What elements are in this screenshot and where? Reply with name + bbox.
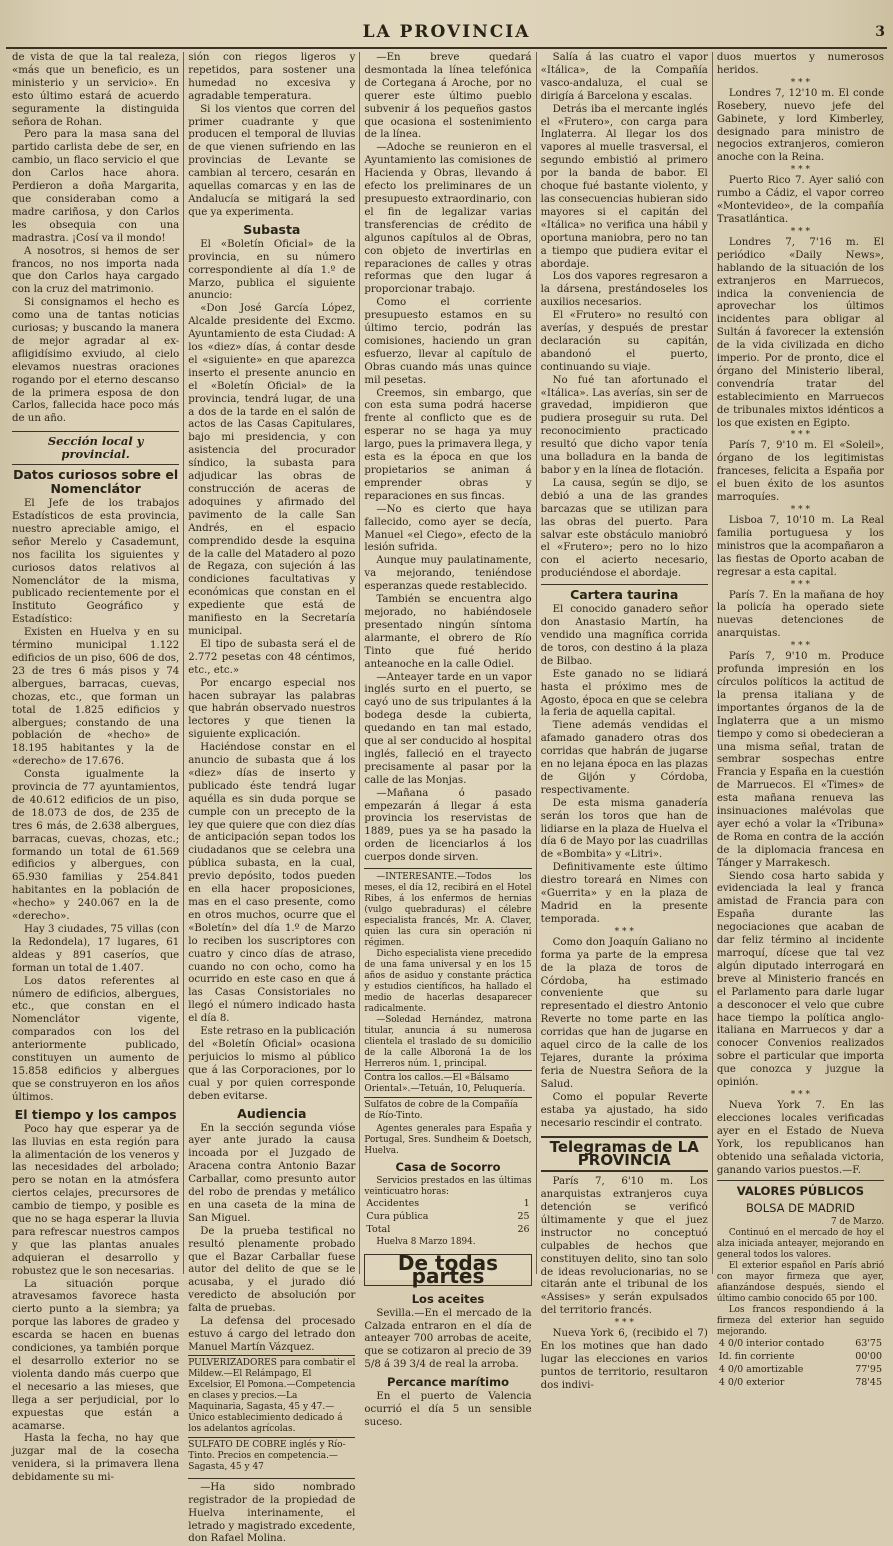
asterism: * * * [790,1089,811,1100]
article-text: —Adoche se reunieron en el Ayuntamiento las comisiones de Hacienda y Obras, llevando á efecto los preliminares de un presupuesto extraordinario, con el fin de legalizar varias transferencias de crédito de algunos capítulos al de Obras, con objeto de invertirlas en reparaciones de calles y otras reformas que den lugar á proporcionar trabajo. [364,142,532,296]
column-2 [184,52,360,1545]
article-text: En el puerto de Valencia ocurrió el día 5 un sensible suceso. [364,1391,532,1428]
article-text: Siendo cosa harto sabida y evidenciada la leal y franca amistad de Francia para con España durante las negociaciones que acaban de dar feliz término al incidente marroquí, dícese que tal vez algún diputado interrogará en breve al Ministerio francés en el Parlamento para darle lugar a desconocer el velo que cubre hace tiempo la política anglo-italiana en Marruecos y dar a conocer Convenios realizados sobre el particular que importa que conozca y juzgue la opinión. [716,870,885,1089]
asterism: * * * [790,579,811,590]
notice-text: —INTERESANTE.—Todos los meses, el día 12, recibirá en el Hotel Ribes, á los enfermos de hernias (vulgo quebraduras) el célebre especialista francés, Mr. A. Claver, quien las cura sin operación ni régimen. [364,872,532,949]
article-headline: El tiempo y los campos [14,1106,177,1122]
article-text: París 7, 9'10 m. Produce profunda impresión en los círculos políticos la actitud de la prensa italiana y de importantes órganos de la de Inglaterra que a un mismo tiempo y como si obedecieran a una misma señal, tratan de sembrar sospechas entre Francia y España en la cuestión de Marruecos. El «Times» de esta mañana renueva las insinuaciones malévolas que ayer echó a volar la «Tribuna» de Roma en contra de la acción de la diplomacia francesa en Tánger y Marrakesch. [716,651,885,869]
stock-value: 77'95 [855,1364,883,1376]
table-row [364,1224,531,1237]
stock-value: 63'75 [855,1338,883,1350]
article-text: No fué tan afortunado el «Itálica». Las averías, sin ser de gravedad, impidieron que pudiera proseguir su ruta. Del reconocimiento practicado resultó que dicho vapor tenía una bolladura en la banda de babor y en la línea de flotación. [540,374,708,476]
article-text: Sevilla.—En el mercado de la Calzada entraron en el día de anteayer 700 arrobas de aceite, que se cotizaron al precio de 39 5/8 á 39 3/4 de real la arroba. [364,1307,532,1371]
section-heading: Sección local y provincial. [12,431,179,465]
article-text: Hasta la fecha, no hay que juzgar mal de la cosecha venidera, si la primavera llena debidamente su mi- [12,1433,180,1484]
article-text: Salía á las cuatro el vapor «Itálica», de la Compañía vasco-andaluza, el cual se dirigía á Barcelona y escalas. [540,52,708,102]
notice-text: El exterior español en París abrió con mayor firmeza que ayer, afianzándose después, siendo el último cambio conocido 65 por 100. [716,1261,885,1305]
article-text: Detrás iba el mercante inglés el «Frutero», con carga para Inglaterra. Al llegar los dos vapores al muelle trasversal, el segundo embistió al primero por la banda de babor. El choque fué bastante violento, y las consecuencias hubieran sido mayores si el capitán del «Itálica» no verifica una hábil y oportuna maniobra, pero no tan a tiempo que pudiera evitar el abordaje. [540,103,708,270]
notice-text: Los francos respondiendo á la firmeza del exterior han seguido mejorando. [716,1305,885,1338]
article-text: «Don José García López, Alcalde presidente del Excmo. Ayuntamiento de esta Ciudad: A los «diez» días, á contar desde el «siguiente» en que aparezca inserto el presente anuncio en el «Boletín Oficial» de la provincia, tendrá lugar, de una a dos de la tarde en el salón de actos de las Casas Capitulares, bajo mi presidencia, y con asistencia del procurador síndico, la subasta para adjudicar las obras de construcción de aceras de adoquines y afirmado del pavimento de la calle San Andrés, en el espacio comprendido desde la esquina de la calle del Matadero al pozo de Regaza, con sujeción á las condiciones facultativas y económicas que constan en el expediente que está de manifiesto en la Secretaría municipal. [188,303,356,637]
advertisement: Sulfatos de cobre de la Compañía de Río-Tinto. [364,1097,531,1124]
article-text: —En breve quedará desmontada la línea telefónica de Cortegana á Aroche, por no querer este último pueblo subvenir á los pequeños gastos que ocasiona el sostenimiento de la línea. [364,52,532,141]
header-rule [6,47,887,49]
section-banner: Telegramas de LA PROVINCIA [541,1136,708,1172]
asterism: * * * [790,641,811,652]
notice-date: 7 de Marzo. [830,1217,885,1228]
row-value: 1 [523,1198,530,1210]
divider [188,1478,355,1479]
article-text: El conocido ganadero señor don Anastasio Martín, ha vendido una magnífica corrida de toros, con destino á la plaza de Bilbao. [540,604,708,667]
article-text: La causa, según se dijo, se debió a una de las grandes barcazas que se utilizan para las obras del puerto. Para salvar este obstáculo maniobró el «Frutero»; pero no lo hizo con el acierto necesario, produciéndose el abordaje. [540,477,708,580]
article-text: Existen en Huelva y en su término municipal 1.122 edificios de un piso, 606 de dos, 23 de tres 6 más pisos y 74 albergues, barracas, cuevas, chozas, etc., que forman un total de 1.825 edificios y albergues; constando de una población de «hecho» de 18.195 habitantes y la de «derecho» de 17.676. [12,627,180,768]
article-text: París 7, 6'10 m. Los anarquistas extranjeros cuya detención se verificó últimamente y que el juez instructor no conceptuó culpables de hechos que constituyen delito, sino tan solo de ideas revolucionarias, no se citarán ante el tribunal de los «Assises» y serán expulsados del territorio francés. [540,1176,708,1317]
table-row [717,1364,884,1377]
article-text: Por encargo especial nos hacen subrayar las palabras que habrán observado nuestros lectores y que tienen la siguiente explicación. [188,677,356,741]
advertisement: PULVERIZADORES para combatir el Mildew.—El Relámpago, El Excelsior, El Pomona.—Competencia en clases y precios.—La Maquinaria, Sagasta, 45 y 47.—Único establecimiento dedicado á los adelantos agrícolas. [188,1355,355,1437]
table-row [364,1198,531,1211]
article-text: Consta igualmente la provincia de 77 ayuntamientos, de 40.612 edificios de un piso, de 18.073 de dos, de 235 de tres 6 más, de 2.638 albergues, barracas, cuevas, chozas, etc.; formando un total de 61.569 edificios y albergues, con 65.930 familias y 254.841 habitantes en la población de «hecho» y 240.067 en la de «derecho». [12,769,180,923]
article-text: París 7. En la mañana de hoy la policía ha operado siete nuevas detenciones de anarquistas. [716,589,885,640]
article-text: Nueva York 7. En las elecciones locales verificadas ayer en el Estado de Nueva York, los republicanos han obtenido una señalada victoria, ganando varios puestos.—F. [716,1099,885,1176]
asterism: * * * [790,505,811,515]
article-headline: Percance marítimo [387,1375,509,1390]
page-header [0,0,893,52]
row-label: Cura pública [366,1211,429,1222]
table-row [364,1211,531,1224]
article-text: Creemos, sin embargo, que con esta suma podrá hacerse frente al conflicto que es de esperar no se haga ya muy largo, pues la primavera llega, y esta es la época en que los propietarios se animan á emprender obras y reparaciones en sus fincas. [364,387,532,502]
divider [717,1180,884,1181]
table-row [717,1377,884,1390]
row-value: 26 [517,1223,530,1235]
article-text: El tipo de subasta será el de 2.772 pesetas con 48 céntimos, etc., etc.» [188,638,356,676]
article-text: Londres 7, 12'10 m. El conde Rosebery, nuevo jefe del Gabinete, y lord Kimberley, designado para ministro de negocios extranjeros, comieron anoche con la Reina. [716,87,885,164]
columns [8,52,888,1545]
article-text: Lisboa 7, 10'10 m. La Real familia portuguesa y los ministros que la acompañaron a las fiestas de Oporto acaban de regresar a esta capital. [716,515,885,578]
divider [364,868,531,869]
article-text: Poco hay que esperar ya de las lluvias en esta región para la alimentación de los veneros y las necesidades del arbolado; pero se notan en la atmósfera ciertos celajes, precursores de cambio de tiempo, y posible es que no se haga esperar la lluvia para refrescar nuestros campos y que las plantas anuales adquieran el desarrollo y robustez que le son necesarias. [12,1123,180,1277]
article-text: De esta misma ganadería serán los toros que han de lidiarse en la plaza de Huelva el día 6 de Mayo por las cuadrillas de «Bombita» y «Litri». [540,797,708,861]
notice-text: Agentes generales para España y Portugal, Sres. Sundheim & Doetsch, Huelva. [364,1124,532,1157]
asterism: * * * [614,926,634,937]
article-text: Los datos referentes al número de edificios, albergues, etc., que constan en el Nomenclátor vigente, comparados con los del anteriormente publicado, constituyen un aumento de 15.858 edificios y albergues que se construyeron en los años últimos. [12,975,180,1103]
column-4 [537,52,713,1391]
stocks-table [717,1338,884,1390]
article-text: Este ganado no se lidiará hasta el próximo mes de Agosto, época en que se celebra la feria de aquella capital. [540,668,708,719]
stock-name: 4 0/0 exterior [718,1377,785,1389]
notice-text: —Soledad Hernández, matrona titular, anuncia á su numerosa clientela el traslado de su domicilio de la calle Alboroná 1a de los Herreros núm. 1, principal. [364,1015,532,1070]
table-row [717,1351,884,1364]
asterism: * * * [790,165,811,176]
article-text: De la prueba testifical no resultó plenamente probado que el Bazar Carballar fuese autor del delito de que se le acusaba, y el jurado dió veredicto de absolución por falta de pruebas. [188,1225,356,1315]
article-text: A nosotros, si hemos de ser francos, no nos importa nada que don Carlos haya cargado con la cruz del matrimonio. [12,245,180,296]
asterism: * * * [614,1318,634,1329]
advertisement: SULFATO DE COBRE inglés y Río-Tinto. Precios en competencia.—Sagasta, 45 y 47 [188,1437,355,1475]
article-headline: Cartera taurina [570,587,679,603]
article-text: La situación porque atravesamos favorece hasta cierto punto a la siembra; ya porque las labores de gradeo y escarda se hacen en buenas condiciones, ya también porque el desarrollo exterior no se violenta dando más cuerpo que el necesario a las mieses, que llega a ser perjudicial, por lo expuestas que están a acamarse. [12,1278,180,1432]
socorro-table [364,1198,531,1237]
divider [541,584,708,585]
article-text: sión con riegos ligeros y repetidos, para sostener una humedad no excesiva y agradable temperatura. [188,52,356,102]
article-text: Los dos vapores regresaron a la dársena, prestándoseles los auxilios necesarios. [540,271,708,309]
article-text: El Jefe de los trabajos Estadísticos de esta provincia, nuestro apreciable amigo, el señor Merelo y Casademunt, nos facilita los siguientes y curiosos datos relativos al Nomenclátor de la misma, publicado recientemente por el Instituto Geográfico y Estadístico: [12,498,180,626]
article-text: Hay 3 ciudades, 75 villas (con la Redondela), 17 lugares, 61 aldeas y 891 caseríos, que forman un total de 1.407. [12,924,180,974]
stock-value: 78'45 [855,1377,883,1389]
article-text: Si consignamos el hecho es como una de tantas noticias curiosas; y buscando la manera de mejor agradar al ex-afligidísimo exviudo, al cielo elevamos nuestras oraciones rogando por el eterno descanso de la primera esposa de don Carlos, fallecida hace poco más de un año. [12,297,180,425]
article-headline: Datos curiosos sobre el Nomenclátor [13,467,179,497]
article-text: También se encuentra algo mejorado, no habiéndosele presentado ningún síntoma alarmante, el obrero de Río Tinto que fué herido anteanoche en la calle Odiel. [364,594,532,670]
article-text: duos muertos y numerosos heridos. [716,52,885,76]
asterism: * * * [790,77,811,88]
article-text: Nueva York 6, (recibido el 7) En los motines que han dado lugar las elecciones en varios puntos de territorio, resultaron dos indivi- [540,1328,708,1391]
article-text: Si los vientos que corren del primer cuadrante y que producen el temporal de lluvias de que vienen sufriendo en las provincias de Levante se cambian al tercero, cesarán en aquellas comarcas y en las de Andalucía se mitigará la sed que ya experimenta. [188,103,356,218]
notice-text: Servicios prestados en las últimas veinticuatro horas: [364,1176,532,1198]
article-headline: Casa de Socorro [395,1160,501,1175]
masthead: LA PROVINCIA [362,22,531,42]
article-text: Definitivamente este último diestro toreará en Nimes con «Guerrita» y en la plaza de Madrid en la presente temporada. [540,862,708,925]
row-label: Total [366,1223,391,1235]
article-subheadline: BOLSA DE MADRID [745,1201,855,1216]
article-text: El «Boletín Oficial» de la provincia, en su número correspondiente al día 1.º de Marzo, publica el siguiente anuncio: [188,238,356,302]
asterism: * * * [790,226,811,237]
column-1 [8,52,184,1484]
article-headline: Audiencia [237,1105,307,1121]
article-text: Tiene además vendidas el afamado ganadero otras dos corridas que habrán de jugarse en no lejana época en las plazas de Gijón y Córdoba, respectivamente. [540,720,708,796]
article-text: París 7, 9'10 m. El «Soleil», órgano de los legitimistas franceses, felicita a España por el buen éxito de los asuntos marroquíes. [716,440,885,504]
article-text: Londres 7, 7'16 m. El periódico «Daily News», hablando de la situación de los extranjeros en Marruecos, indica la conveniencia de aprovechar los últimos incidentes para obligar al Sultán á favorecer la extensión de la vida civilizada en dicho imperio. Por de pronto, dice el órgano del Ministerio liberal, convendría tratar del establecimiento en Marruecos de tribunales mixtos idénticos a los que existen en Egipto. [716,236,885,429]
notice-date: Huelva 8 Marzo 1894. [376,1236,476,1247]
article-text: Puerto Rico 7. Ayer salió con rumbo a Cádiz, el vapor correo «Montevideo», de la compañía Trasatlántica. [716,175,885,225]
article-text: Aunque muy paulatinamente, va mejorando, teniéndose esperanzas quede restablecido. [364,555,532,593]
article-headline: Subasta [243,221,301,237]
article-text: —Ha sido nombrado registrador de la propiedad de Huelva interinamente, el letrado y magistrado excedente, don Rafael Molina. [188,1481,356,1545]
article-headline: Los aceites [411,1291,485,1306]
article-text: —Anteayer tarde en un vapor inglés surto en el puerto, se cayó uno de sus tripulantes á la bodega desde la cubierta, quedando en tan mal estado, que al ser conducido al hospital inglés, falleció en el trayecto precisamente al pasar por la calle de las Monjas. [364,671,532,786]
row-label: Accidentes [366,1198,420,1210]
notice-text: Continuó en el mercado de hoy el alza iniciada anteayer, mejorando en general todos los valores. [716,1228,885,1261]
asterism: * * * [790,430,811,441]
column-5 [713,52,888,1389]
article-text: Haciéndose constar en el anuncio de subasta que á los «diez» días de inserto y publicado éste tendrá lugar aquélla es sin duda porque se cumple con un precepto de la ley que quiere que con diez días de anticipación sepan todos los ciudadanos que se celebra una pública subasta, en la cual, previo depósito, todos pueden en ella hacer proposiciones, mas en el caso presente, como en otros muchos, ocurre que el «Boletín» del día 1.º de Marzo lo reciben los suscriptores con cuatro y cinco días de atraso, cuando no con ocho, como ha ocurrido en este caso en que á las Casas Consistoriales no llegó el número indicado hasta el día 8. [188,742,356,1025]
row-value: 25 [517,1211,530,1222]
notice-text: Dicho especialista viene precedido de una fama universal y en los 15 años de asiduo y constante práctica y estudios científicos, ha hallado el medio de hacerlas desaparecer radicalmente. [364,949,532,1015]
article-text: Pero para la masa sana del partido carlista debe de ser, en cambio, un flaco servicio el que don Carlos hace ahora. Perdieron a doña Margarita, que consideraban como a madre cariñosa, y don Carlos les obsequia con una madrastra. ¡Cosí va il mondo! [12,129,180,244]
page-number: 3 [875,24,885,40]
article-text: Como el corriente presupuesto estamos en su último tercio, podrán las comisiones, haciendo un gran esfuerzo, llevar al capítulo de Obras cuando más unas quince mil pesetas. [364,297,532,386]
article-text: —No es cierto que haya fallecido, como ayer se decía, Manuel «el Ciego», efecto de la lesión sufrida. [364,503,532,554]
column-3 [360,52,536,1428]
article-text: En la sección segunda vióse ayer ante jurado la causa incoada por el Juzgado de Aracena contra Antonio Bazar Carballar, como presunto autor del robo de prendas y metálico en una caseta de la mina de San Miguel. [188,1122,356,1224]
article-text: La defensa del procesado estuvo á cargo del letrado don Manuel Martín Vázquez. [188,1316,356,1353]
article-text: El «Frutero» no resultó con averías, y después de prestar declaración su capitán, abandonó el puerto, continuando su viaje. [540,310,708,373]
article-text: de vista de que la tal realeza, «más que un beneficio, es un ministerio y un servicio». En esto último estará de acuerdo seguramente la distinguida señora de Rohan. [12,52,180,128]
stock-name: Id. fin corriente [718,1351,795,1363]
article-text: Este retraso en la publicación del «Boletín Oficial» ocasiona perjuicios lo mismo al público que á las Corporaciones, por lo cual y por quien corresponde deben evitarse. [188,1026,356,1102]
advertisement: Contra los callos.—El «Bálsamo Oriental».—Tetuán, 10, Peluquería. [364,1070,531,1097]
article-text: Como don Joaquín Galiano no forma ya parte de la empresa de la plaza de toros de Córdoba, ha estimado conveniente que su representado el diestro Antonio Reverte no tome parte en las corridas que han de jugarse en aquel circo de la calle de los Tejares, durante la próxima feria de Nuestra Señora de la Salud. [540,936,708,1090]
article-headline: VALORES PÚBLICOS [736,1184,865,1199]
stock-name: 4 0/0 interior contado [718,1338,825,1350]
stock-value: 00'00 [855,1351,883,1363]
section-banner: De todas partes [364,1254,531,1286]
article-text: Como el popular Reverte estaba ya ajustado, ha sido necesario rescindir el contrato. [540,1091,708,1129]
stock-name: 4 0/0 amortizable [718,1364,804,1376]
article-text: —Mañana ó pasado empezarán á llegar á esta provincia los reservistas de 1889, pues ya se ha pasado la orden de licenciarlos á los cuerpos donde sirven. [364,787,532,864]
table-row [717,1338,884,1351]
